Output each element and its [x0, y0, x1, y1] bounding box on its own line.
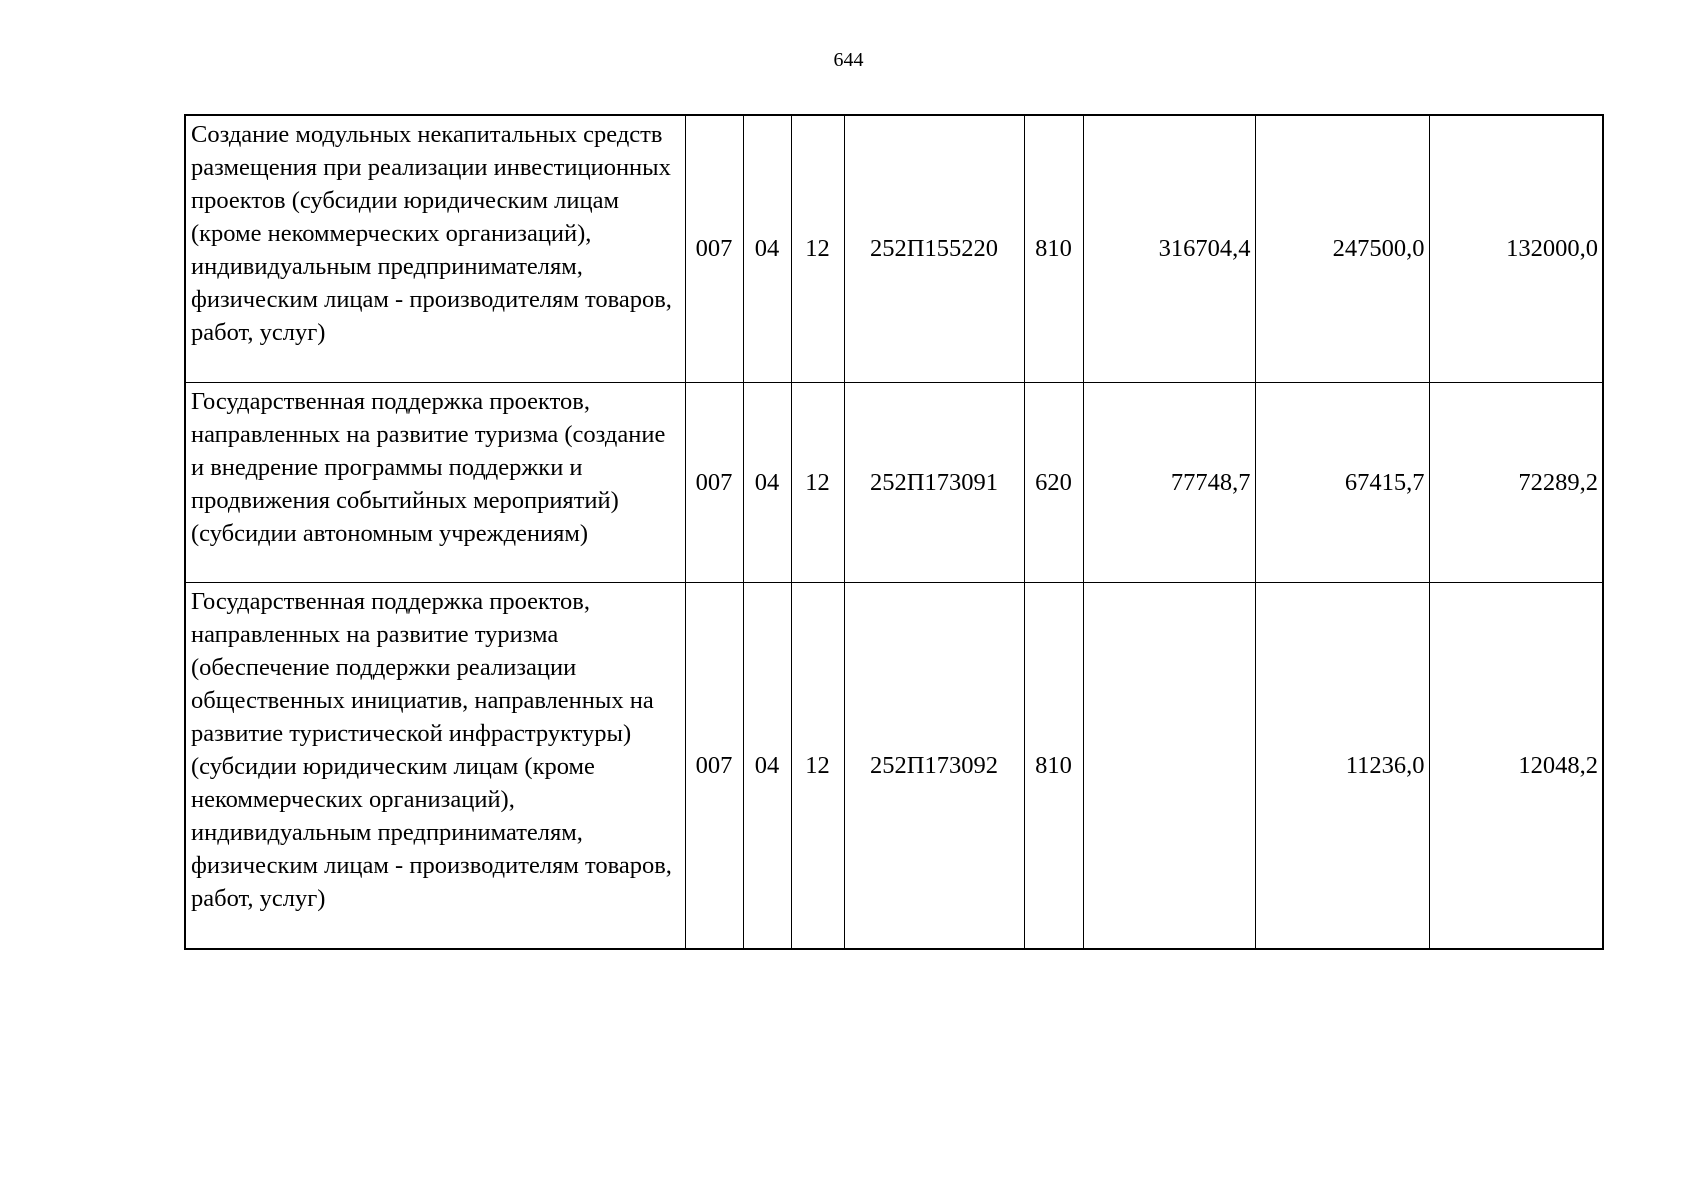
expense-type-code: 810 [1024, 115, 1083, 382]
row-description: Создание модульных некапитальных средств размещения при реализации инвестиционных проектов (субсидии юридическим лицам (кроме некоммерческих организаций), индивидуальным предпринимателям, физическим лицам - производителям товаров, работ, услуг) [185, 115, 685, 382]
budget-table [184, 114, 1604, 950]
table-row [185, 582, 1603, 949]
row-description: Государственная поддержка проектов, направленных на развитие туризма (обеспечение поддержки реализации общественных инициатив, направленных на развитие туристической инфраструктуры) (субсидии юридическим лицам (кроме некоммерческих организаций), индивидуальным предпринимателям, физическим лицам - производителям товаров, работ, услуг) [185, 582, 685, 949]
amount-year-1 [1083, 582, 1255, 949]
target-article-code: 252П173092 [844, 582, 1024, 949]
ministry-code: 007 [685, 115, 743, 382]
amount-year-3: 132000,0 [1429, 115, 1603, 382]
target-article-code: 252П173091 [844, 382, 1024, 582]
row-description: Государственная поддержка проектов, направленных на развитие туризма (создание и внедрение программы поддержки и продвижения событийных мероприятий) (субсидии автономным учреждениям) [185, 382, 685, 582]
ministry-code: 007 [685, 382, 743, 582]
subsection-code: 12 [791, 382, 844, 582]
table-row [185, 382, 1603, 582]
expense-type-code: 810 [1024, 582, 1083, 949]
amount-year-3: 12048,2 [1429, 582, 1603, 949]
amount-year-2: 247500,0 [1255, 115, 1429, 382]
amount-year-1: 316704,4 [1083, 115, 1255, 382]
ministry-code: 007 [685, 582, 743, 949]
section-code: 04 [743, 582, 791, 949]
amount-year-2: 67415,7 [1255, 382, 1429, 582]
expense-type-code: 620 [1024, 382, 1083, 582]
subsection-code: 12 [791, 115, 844, 382]
page-number: 644 [833, 49, 864, 71]
amount-year-1: 77748,7 [1083, 382, 1255, 582]
target-article-code: 252П155220 [844, 115, 1024, 382]
subsection-code: 12 [791, 582, 844, 949]
amount-year-2: 11236,0 [1255, 582, 1429, 949]
section-code: 04 [743, 382, 791, 582]
table-row [185, 115, 1603, 382]
amount-year-3: 72289,2 [1429, 382, 1603, 582]
section-code: 04 [743, 115, 791, 382]
